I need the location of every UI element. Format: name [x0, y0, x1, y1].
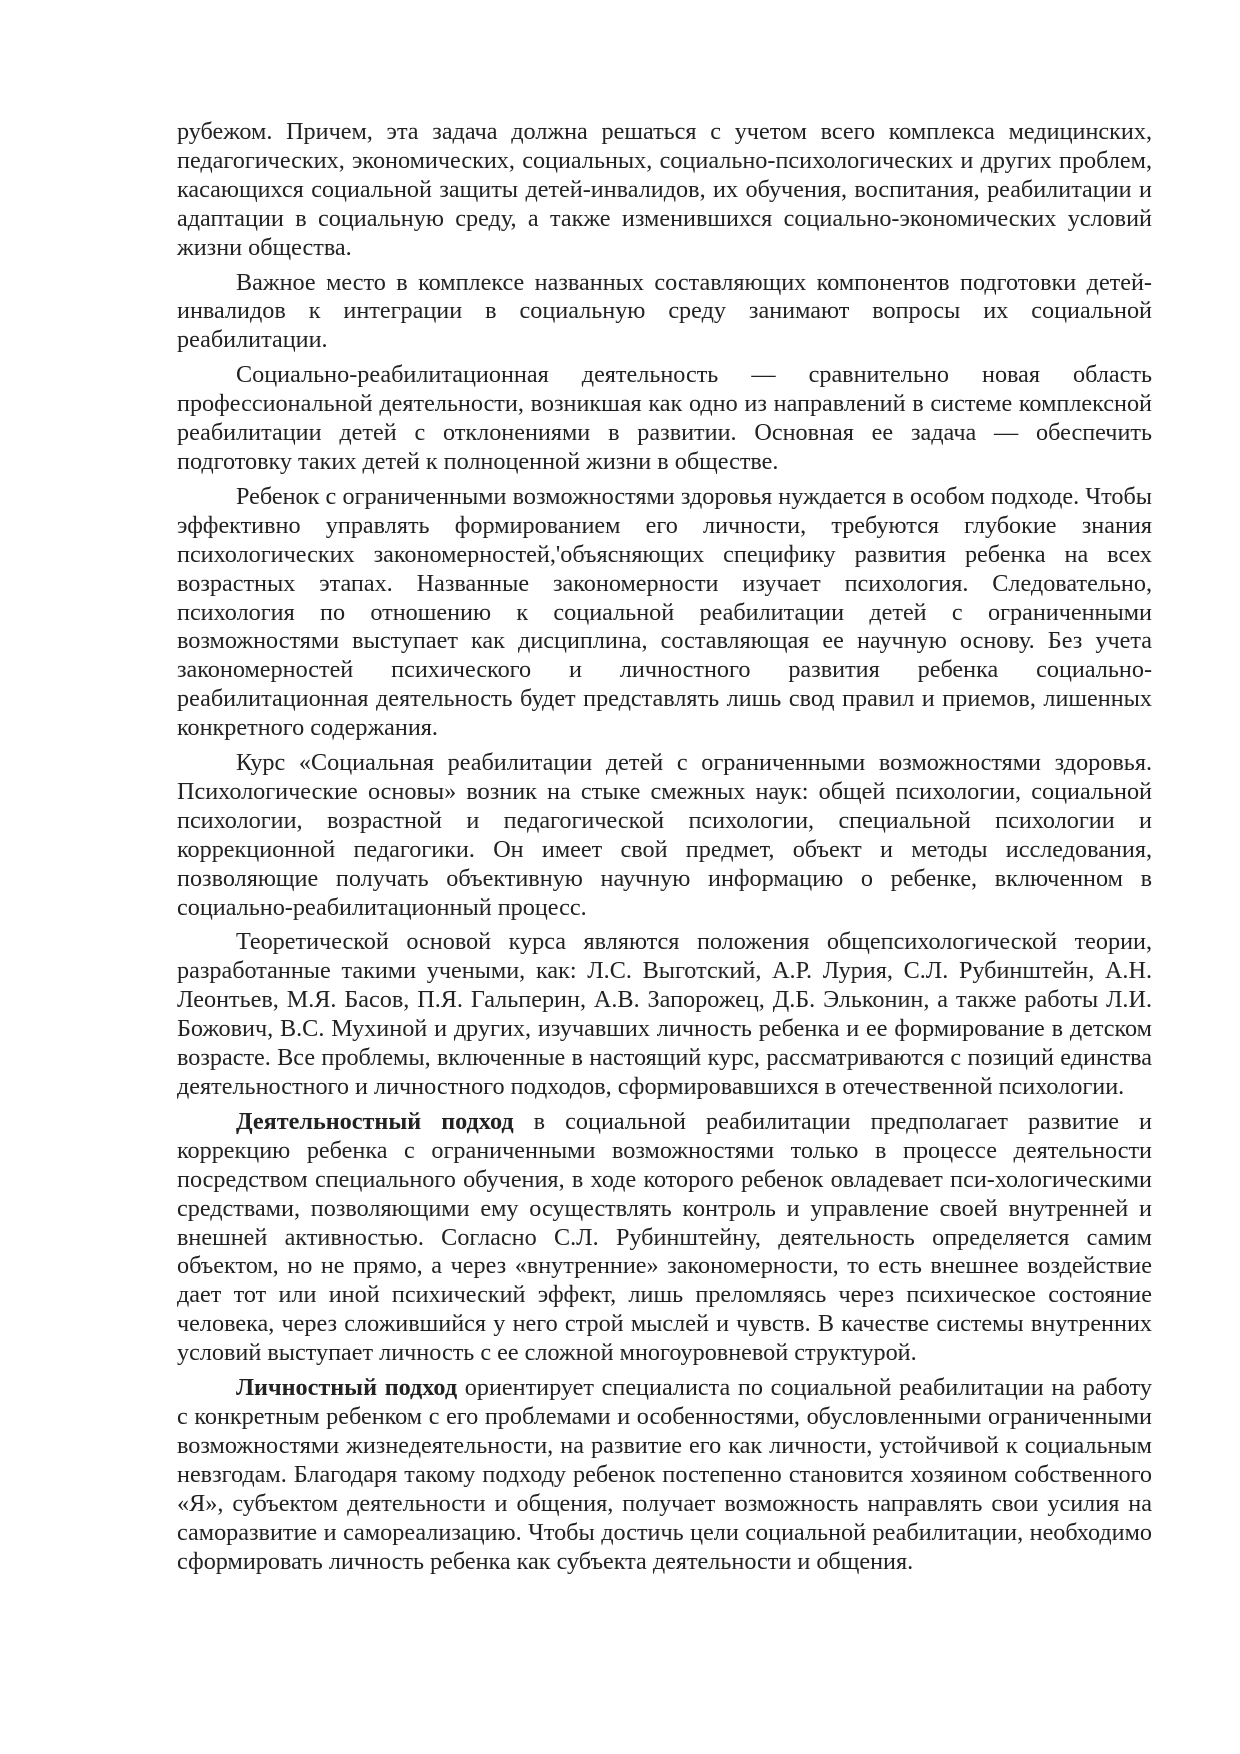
- paragraph-activity-approach: [177, 1108, 1152, 1368]
- paragraph-theoretical-basis: Теоретической основой курса являются положения общепсихологической теории, разработанные такими учеными, как: Л.С. Выготский, А.Р. Лурия, С.Л. Рубинштейн, А.Н. Леонтьев, М.Я. Басов, П.Я. Гальперин, А.В. Запорожец, Д.Б. Эльконин, а также работы Л.И. Божович, В.С. Мухиной и других, изучавших личность ребенка и ее формирование в детском возрасте. Все проблемы, включенные в настоящий курс, рассматриваются с позиций единства деятельностного и личностного подходов, сформировавшихся в отечественной психологии.: [177, 928, 1152, 1100]
- paragraph-continuation: рубежом. Причем, эта задача должна решаться с учетом всего комплекса медицинских, педагогических, экономических, социальных, социально-психологических и других проблем, касающихся социальной защиты детей-инвалидов, их обучения, воспитания, реабилитации и адаптации в социальную среду, а также изменившихся социально-экономических условий жизни общества.: [177, 118, 1152, 261]
- document-page: [177, 118, 1152, 1582]
- paragraph-rehabilitation-activity: Социально-реабилитационная деятельность — сравнительно новая область профессиональной деятельности, возникшая как одно из направлений в системе комплексной реабилитации детей с отклонениями в развитии. Основная ее задача — обеспечить подготовку таких детей к полноценной жизни в обществе.: [177, 361, 1152, 475]
- term-personal-approach: Личностный подход: [236, 1374, 458, 1402]
- paragraph-activity-approach-text: в социальной реабилитации предполагает развитие и коррекцию ребенка с ограниченными возможностями только в процессе деятельности посредством специального обучения, в ходе которого ребенок овладевает пси-хологическими средствами, позволяющими ему осуществлять контроль и управление своей внутренней и внешней активностью. Согласно С.Л. Рубинштейну, деятельность определяется самим объектом, но не прямо, а через «внутренние» закономерности, то есть внешнее воздействие дает тот или иной психический эффект, лишь преломляясь через психическое состояние человека, через сложившийся у него строй мыслей и чувств. В качестве системы внутренних условий выступает личность с ее сложной многоуровневой структурой.: [177, 1107, 1152, 1367]
- term-activity-approach: Деятельностный подход: [236, 1107, 514, 1135]
- paragraph-personal-approach-text: ориентирует специалиста по социальной реабилитации на работу с конкретным ребенком с его проблемами и особенностями, обусловленными ограниченными возможностями жизнедеятельности, на развитие его как личности, устойчивой к социальным невзгодам. Благодаря такому подходу ребенок постепенно становится хозяином собственного «Я», субъектом деятельности и общения, получает возможность направлять свои усилия на саморазвитие и самореализацию. Чтобы достичь цели социальной реабилитации, необходимо сформировать личность ребенка как субъекта деятельности и общения.: [177, 1374, 1152, 1575]
- paragraph-integration: Важное место в комплексе названных составляющих компонентов подготовки детей-инвалидов к интеграции в социальную среду занимают вопросы их социальной реабилитации.: [177, 268, 1152, 354]
- paragraph-psychology-basis: Ребенок с ограниченными возможностями здоровья нуждается в особом подходе. Чтобы эффективно управлять формированием его личности, требуются глубокие знания психологических закономерностей,'объясняющих специфику развития ребенка на всех возрастных этапах. Названные закономерности изучает психология. Следовательно, психология по отношению к социальной реабилитации детей с ограниченными возможностями выступает как дисциплина, составляющая ее научную основу. Без учета закономерностей психического и личностного развития ребенка социально-реабилитационная деятельность будет представлять лишь свод правил и приемов, лишенных конкретного содержания.: [177, 482, 1152, 742]
- paragraph-course: Курс «Социальная реабилитации детей с ограниченными возможностями здоровья. Психологические основы» возник на стыке смежных наук: общей психологии, социальной психологии, возрастной и педагогической психологии, специальной психологии и коррекционной педагогики. Он имеет свой предмет, объект и методы исследования, позволяющие получать объективную научную информацию о ребенке, включенном в социально-реабилитационный процесс.: [177, 749, 1152, 921]
- paragraph-personal-approach: [177, 1374, 1152, 1576]
